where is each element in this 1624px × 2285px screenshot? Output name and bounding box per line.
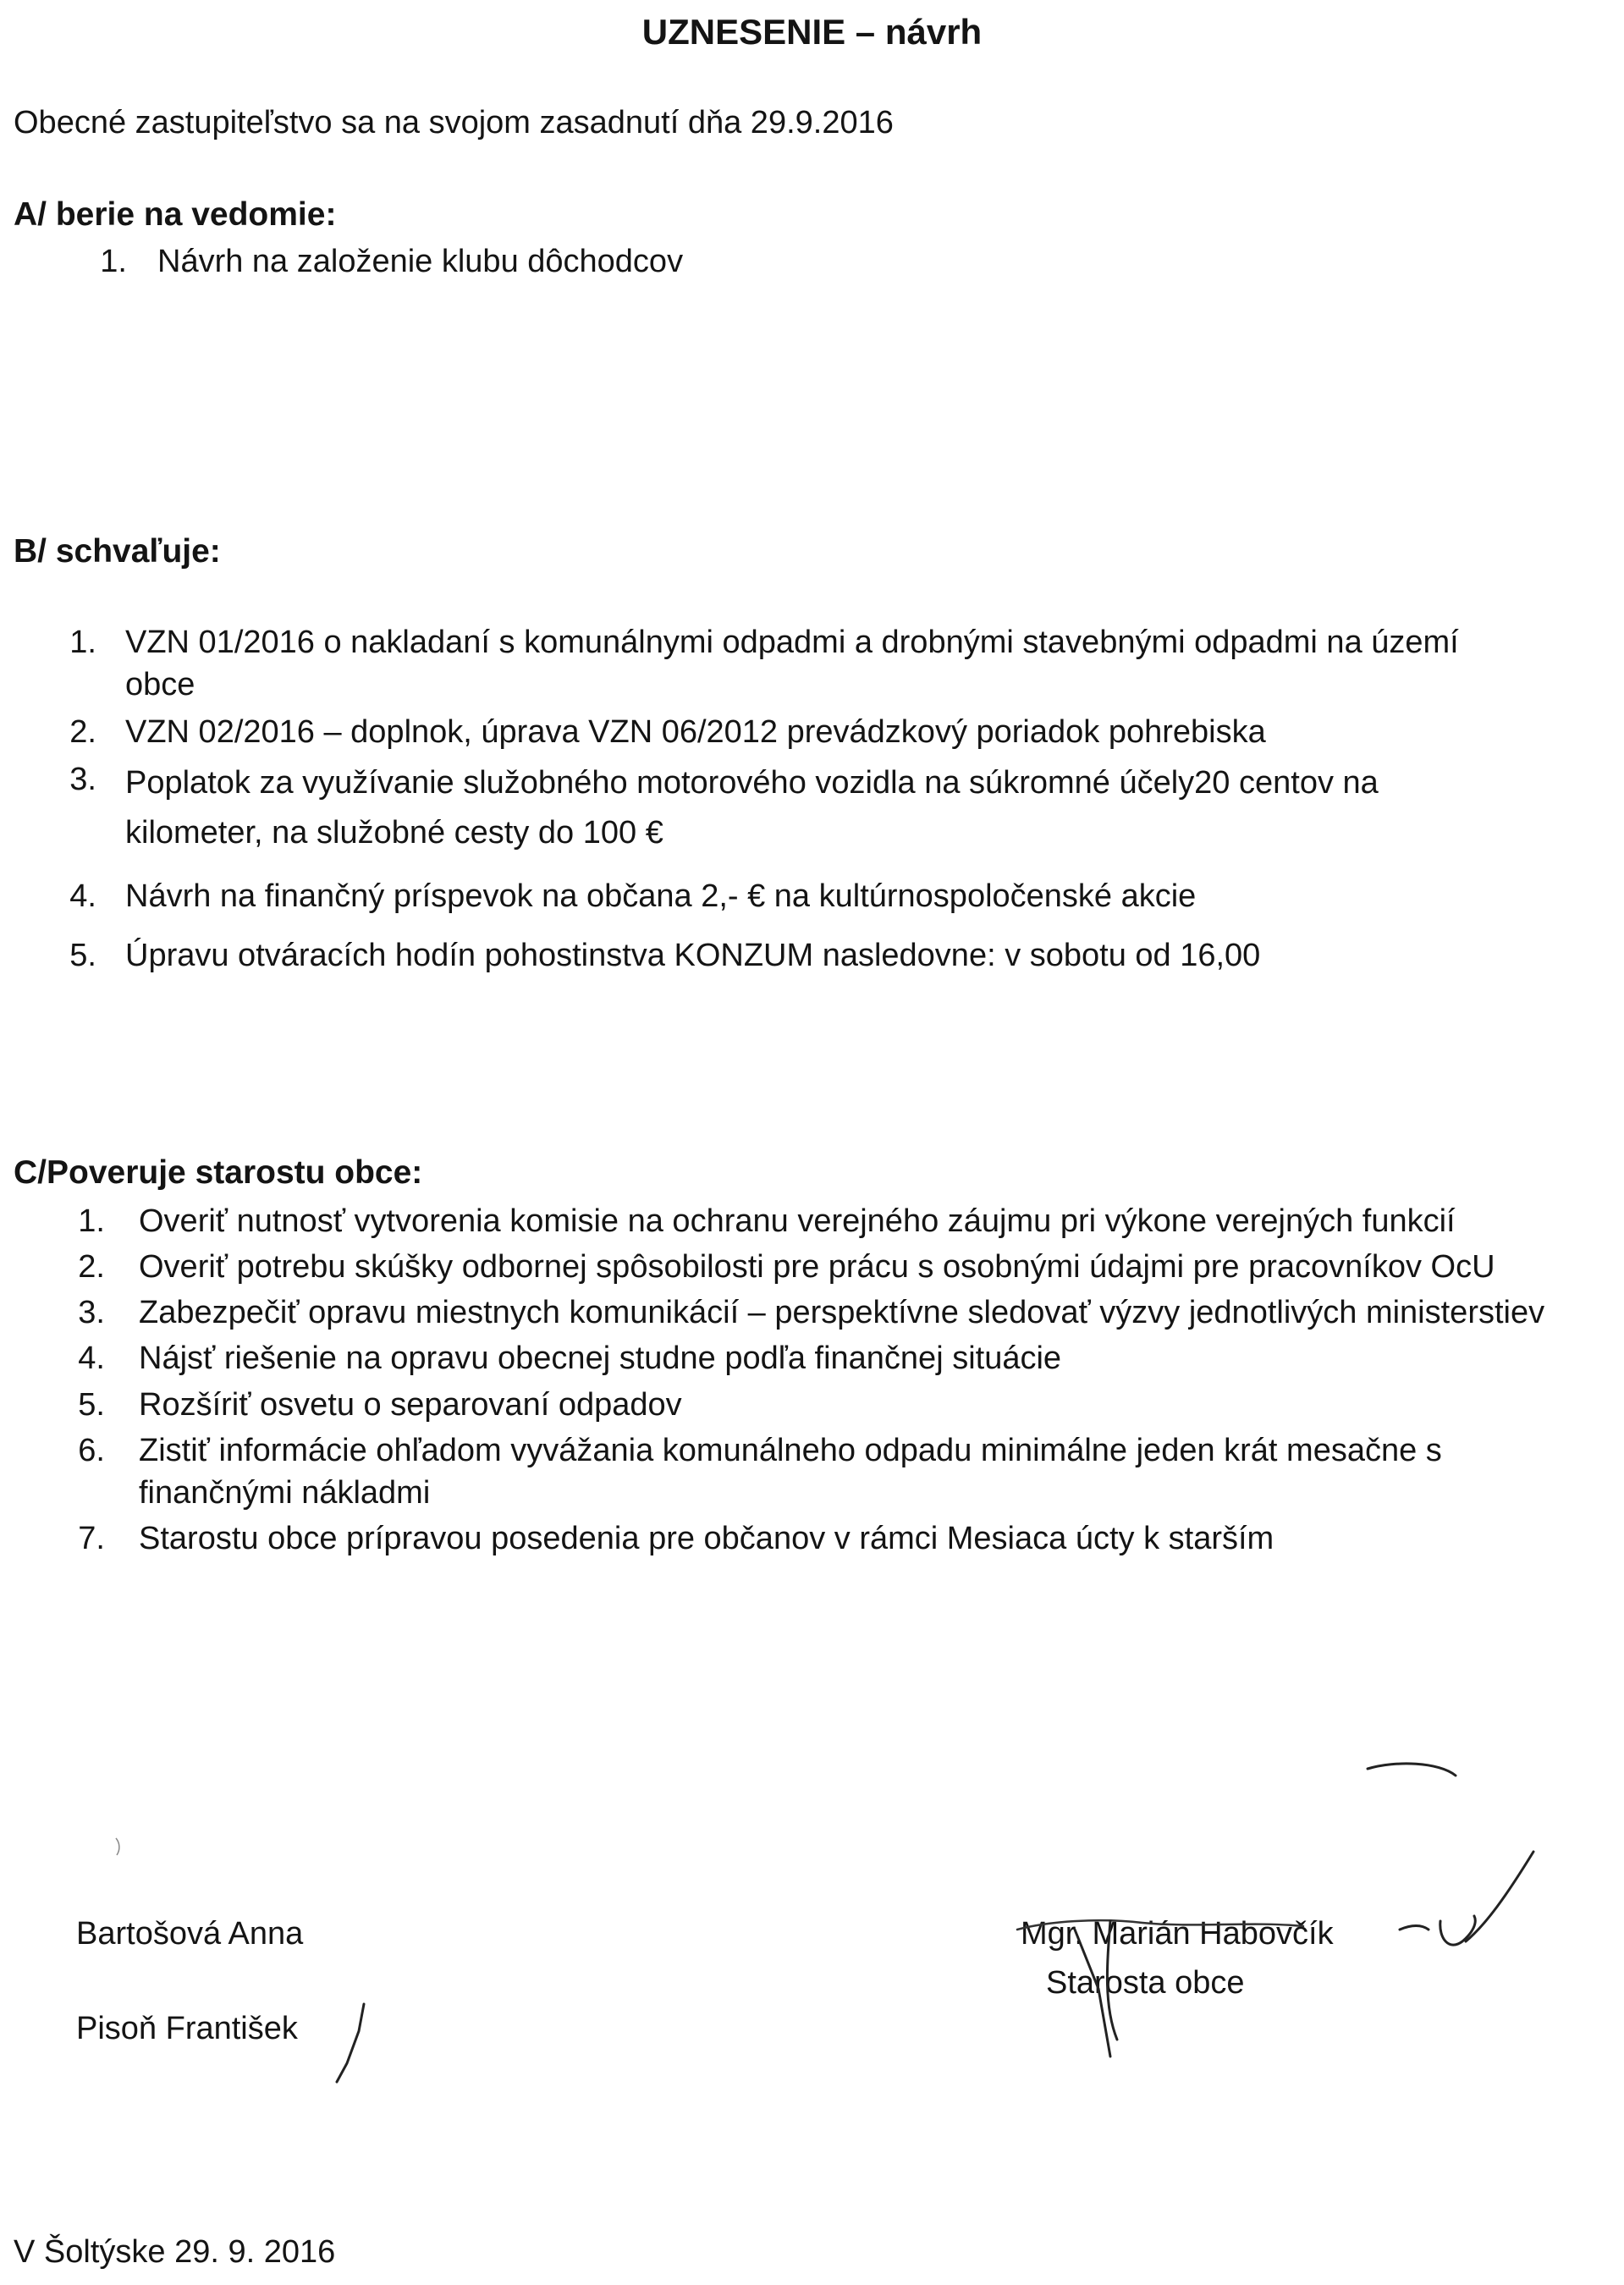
- list-item: [59, 711, 1532, 753]
- item-text: Nájsť riešenie na opravu obecnej studne podľa finančnej situácie: [139, 1341, 1062, 1377]
- mayor-name: Mgr. Marián Habovčík: [1021, 1916, 1334, 1952]
- item-text: Overiť potrebu skúšky odbornej spôsobilosti pre prácu s osobnými údajmi pre pracovníkov OcU: [139, 1249, 1495, 1286]
- list-item: [93, 240, 683, 283]
- item-text: VZN 01/2016 o nakladaní s komunálnymi odpadmi a drobnými stavebnými odpadmi na území obce: [125, 625, 1459, 703]
- section-b-heading: B/ schvaľuje:: [14, 533, 221, 570]
- item-number: 5.: [69, 938, 96, 974]
- item-text: VZN 02/2016 – doplnok, úprava VZN 06/2012 prevádzkový poriadok pohrebiska: [125, 714, 1266, 751]
- list-item: [59, 758, 1532, 858]
- item-number: 4.: [69, 878, 96, 915]
- list-item: [68, 1429, 1591, 1514]
- section-a-list: [93, 240, 683, 283]
- item-text: Návrh na založenie klubu dôchodcov: [157, 244, 684, 279]
- mayor-title: Starosta obce: [1046, 1965, 1245, 2001]
- list-item: [68, 1337, 1591, 1379]
- list-item: [68, 1200, 1591, 1242]
- section-b-list: [59, 621, 1532, 983]
- list-item: [59, 621, 1532, 706]
- list-item: [68, 1291, 1591, 1334]
- item-text: Overiť nutnosť vytvorenia komisie na ochranu verejného záujmu pri výkone verejných funkcií: [139, 1203, 1456, 1239]
- item-text: Poplatok za využívanie služobného motorového vozidla na súkromné účely20 centov na kilometer, na služobné cesty do 100 €: [125, 765, 1379, 851]
- item-number: 3.: [78, 1295, 105, 1331]
- place-date: V Šoltýske 29. 9. 2016: [14, 2234, 336, 2270]
- verifier-1-name: Bartošová Anna: [76, 1916, 304, 1952]
- item-number: 2.: [69, 714, 96, 751]
- item-number: 4.: [78, 1341, 105, 1377]
- document-title: UZNESENIE – návrh: [641, 12, 983, 52]
- item-text: Zistiť informácie ohľadom vyvážania komunálneho odpadu minimálne jeden krát mesačne s finančnými nákladmi: [139, 1432, 1442, 1511]
- list-item: [59, 934, 1532, 977]
- list-item: [68, 1517, 1591, 1560]
- item-text: Starostu obce prípravou posedenia pre občanov v rámci Mesiaca úcty k starším: [139, 1521, 1274, 1557]
- list-item: [68, 1246, 1591, 1288]
- list-item: [59, 875, 1532, 917]
- item-number: 1.: [69, 625, 96, 660]
- mayor-signature: [999, 1760, 1557, 2065]
- item-number: 6.: [78, 1432, 105, 1468]
- item-number: 1.: [100, 244, 127, 279]
- stray-mark: [113, 1836, 124, 1858]
- item-text: Návrh na finančný príspevok na občana 2,- € na kultúrnospoločenské akcie: [125, 878, 1197, 915]
- verifier-2-name: Pisoň František: [76, 2011, 298, 2046]
- section-c-heading: C/Poveruje starostu obce:: [14, 1154, 423, 1191]
- item-text: Rozšíriť osvetu o separovaní odpadov: [139, 1386, 682, 1423]
- item-number: 1.: [78, 1203, 105, 1239]
- item-text: Zabezpečiť opravu miestnych komunikácií – perspektívne sledovať výzvy jednotlivých ministerstiev: [139, 1295, 1545, 1331]
- item-number: 3.: [69, 762, 96, 798]
- item-number: 7.: [78, 1521, 105, 1557]
- item-text: Úpravu otváracích hodín pohostinstva KONZUM nasledovne: v sobotu od 16,00: [125, 938, 1261, 974]
- item-number: 2.: [78, 1249, 105, 1286]
- list-item: [68, 1384, 1591, 1426]
- item-number: 5.: [78, 1386, 105, 1423]
- verifier-2-signature-mark: [322, 1997, 381, 2090]
- section-c-list: [68, 1200, 1591, 1563]
- section-a-heading: A/ berie na vedomie:: [14, 196, 337, 233]
- intro-text: Obecné zastupiteľstvo sa na svojom zasadnutí dňa 29.9.2016: [14, 105, 894, 140]
